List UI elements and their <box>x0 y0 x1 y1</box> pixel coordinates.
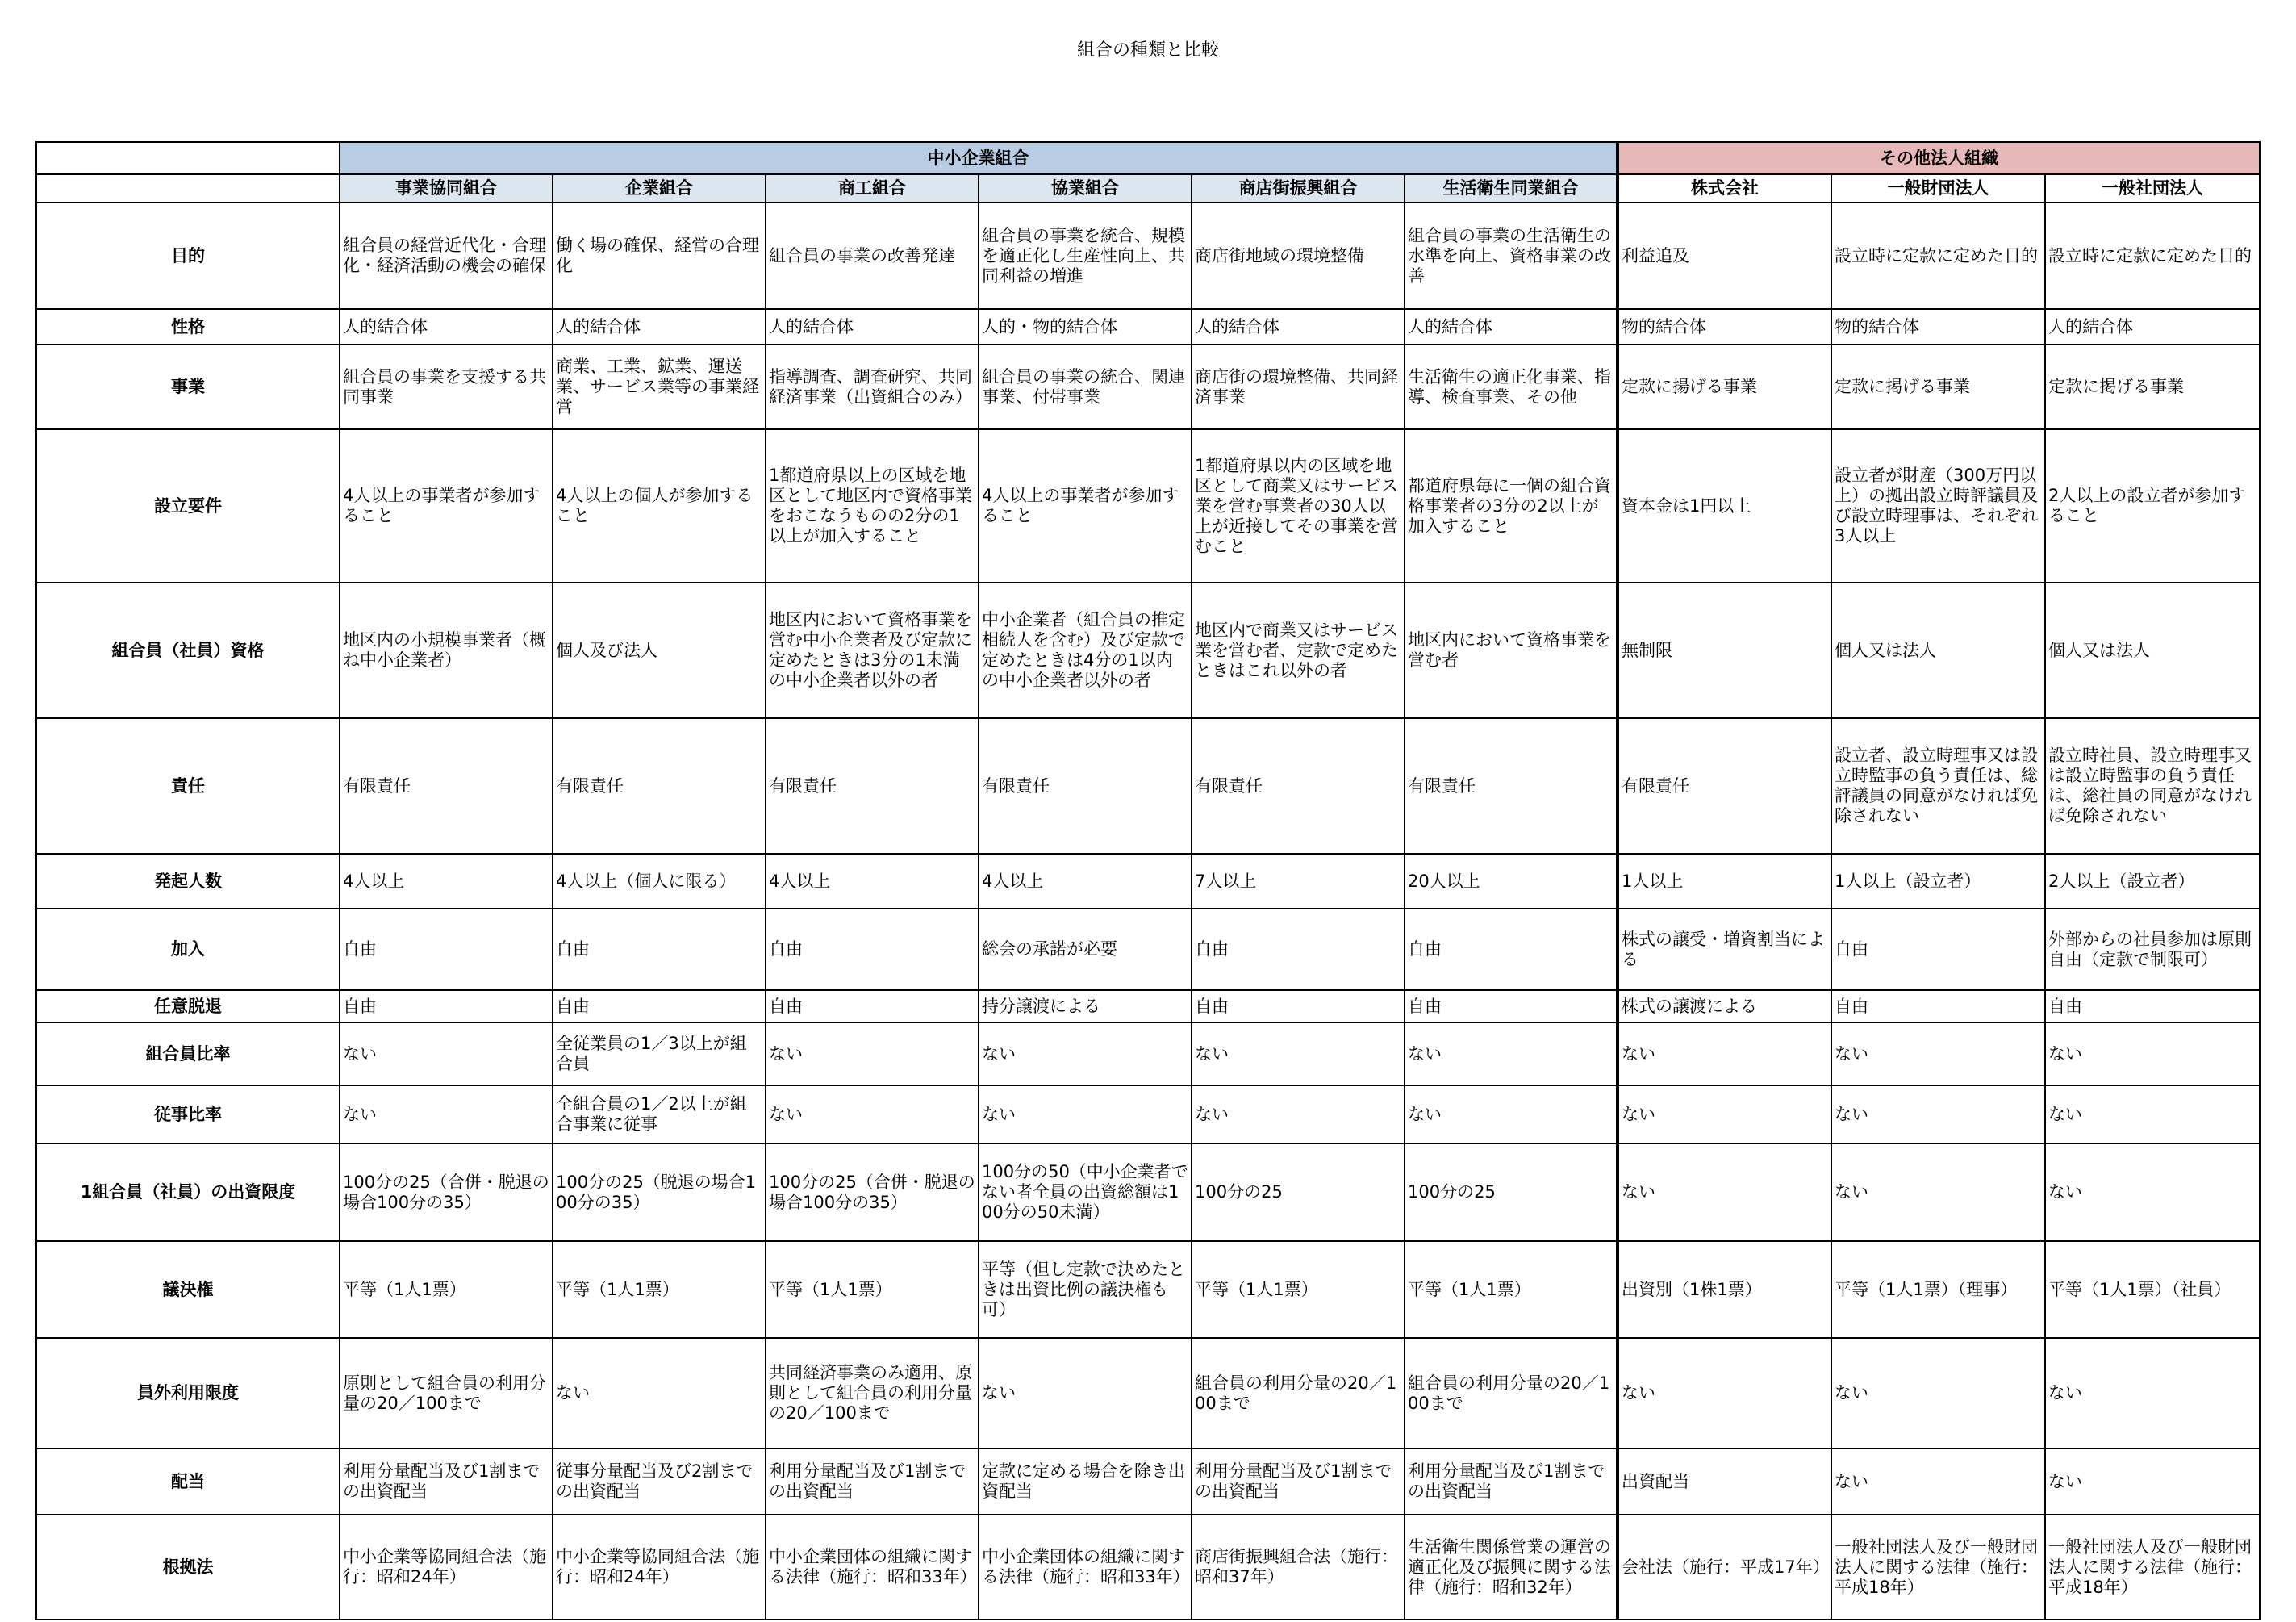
table-cell: ない <box>340 1022 553 1085</box>
table-cell: 都道府県毎に一個の組合資格事業者の3分の2以上が加入すること <box>1405 429 1618 583</box>
table-cell: 地区内において資格事業を営む中小企業者及び定款に定めたときは3分の1未満の中小企業者以外の者 <box>766 583 979 718</box>
table-cell: 持分譲渡による <box>979 990 1192 1022</box>
table-cell: 1都道府県以上の区域を地区として地区内で資格事業をおこなうものの2分の1以上が加入すること <box>766 429 979 583</box>
table-cell: 自由 <box>766 909 979 990</box>
table-cell: 自由 <box>553 909 766 990</box>
table-cell: 4人以上の個人が参加すること <box>553 429 766 583</box>
table-cell: ない <box>340 1085 553 1143</box>
table-cell: 一般社団法人及び一般財団法人に関する法律（施行：平成18年） <box>1831 1515 2045 1620</box>
table-row <box>36 1085 2260 1143</box>
row-label: 員外利用限度 <box>36 1338 340 1449</box>
table-cell: 地区内の小規模事業者（概ね中小企業者） <box>340 583 553 718</box>
table-cell: 会社法（施行：平成17年） <box>1618 1515 1831 1620</box>
table-cell: ない <box>2045 1022 2260 1085</box>
table-cell: ない <box>2045 1085 2260 1143</box>
table-cell: 有限責任 <box>1618 718 1831 854</box>
table-row <box>36 1449 2260 1515</box>
table-cell: 全従業員の1／3以上が組合員 <box>553 1022 766 1085</box>
table-cell: 出資別（1株1票） <box>1618 1241 1831 1338</box>
table-cell: 有限責任 <box>1192 718 1405 854</box>
table-cell: 自由 <box>766 990 979 1022</box>
row-label: 性格 <box>36 309 340 345</box>
table-cell: 設立時社員、設立時理事又は設立時監事の負う責任は、総社員の同意がなければ免除されない <box>2045 718 2260 854</box>
table-cell: 出資配当 <box>1618 1449 1831 1515</box>
table-cell: 自由 <box>2045 990 2260 1022</box>
table-cell: ない <box>1831 1085 2045 1143</box>
table-cell: 有限責任 <box>340 718 553 854</box>
table-cell: 組合員の事業の統合、関連事業、付帯事業 <box>979 345 1192 429</box>
table-cell: 平等（1人1票） <box>766 1241 979 1338</box>
table-cell: 設立時に定款に定めた目的 <box>2045 203 2260 309</box>
table-cell: ない <box>1831 1143 2045 1241</box>
table-cell: 設立者、設立時理事又は設立時監事の負う責任は、総評議員の同意がなければ免除されない <box>1831 718 2045 854</box>
table-cell: 自由 <box>340 909 553 990</box>
table-cell: 定款に掲げる事業 <box>1831 345 2045 429</box>
table-cell: 生活衛生関係営業の運営の適正化及び振興に関する法律（施行：昭和32年） <box>1405 1515 1618 1620</box>
row-label: 責任 <box>36 718 340 854</box>
table-cell: 地区内において資格事業を営む者 <box>1405 583 1618 718</box>
table-cell: 組合員の経営近代化・合理化・経済活動の機会の確保 <box>340 203 553 309</box>
table-row <box>36 990 2260 1022</box>
table-cell: 商業、工業、鉱業、運送業、サービス業等の事業経営 <box>553 345 766 429</box>
group-header-other: その他法人組織 <box>1618 142 2260 174</box>
table-cell: 物的結合体 <box>1618 309 1831 345</box>
table-cell: 個人又は法人 <box>1831 583 2045 718</box>
table-cell: 4人以上 <box>766 854 979 909</box>
table-cell: 平等（1人1票） <box>1405 1241 1618 1338</box>
table-cell: 自由 <box>1192 909 1405 990</box>
column-header: 商工組合 <box>766 174 979 203</box>
table-cell: 組合員の利用分量の20／100まで <box>1192 1338 1405 1449</box>
group-header-sme: 中小企業組合 <box>340 142 1618 174</box>
table-cell: 利用分量配当及び1割までの出資配当 <box>340 1449 553 1515</box>
table-row <box>36 1515 2260 1620</box>
table-cell: ない <box>1405 1085 1618 1143</box>
table-cell: 一般社団法人及び一般財団法人に関する法律（施行：平成18年） <box>2045 1515 2260 1620</box>
corner-cell <box>36 142 340 174</box>
table-cell: 中小企業団体の組織に関する法律（施行：昭和33年） <box>766 1515 979 1620</box>
row-label: 従事比率 <box>36 1085 340 1143</box>
row-label: 組合員（社員）資格 <box>36 583 340 718</box>
table-cell: 商店街の環境整備、共同経済事業 <box>1192 345 1405 429</box>
table-cell: 働く場の確保、経営の合理化 <box>553 203 766 309</box>
table-cell: 100分の25（合併・脱退の場合100分の35） <box>766 1143 979 1241</box>
table-cell: 人的・物的結合体 <box>979 309 1192 345</box>
table-cell: 生活衛生の適正化事業、指導、検査事業、その他 <box>1405 345 1618 429</box>
table-cell: 自由 <box>1831 990 2045 1022</box>
row-label: 根拠法 <box>36 1515 340 1620</box>
table-row <box>36 1022 2260 1085</box>
row-label: 1組合員（社員）の出資限度 <box>36 1143 340 1241</box>
table-cell: 4人以上の事業者が参加すること <box>979 429 1192 583</box>
row-label: 配当 <box>36 1449 340 1515</box>
table-cell: 共同経済事業のみ適用、原則として組合員の利用分量の20／100まで <box>766 1338 979 1449</box>
group-header-row <box>36 142 2260 174</box>
table-cell: ない <box>1192 1085 1405 1143</box>
column-header: 事業協同組合 <box>340 174 553 203</box>
table-cell: 有限責任 <box>766 718 979 854</box>
table-cell: 利用分量配当及び1割までの出資配当 <box>766 1449 979 1515</box>
column-header-row <box>36 174 2260 203</box>
table-cell: 100分の25 <box>1192 1143 1405 1241</box>
table-cell: ない <box>2045 1338 2260 1449</box>
comparison-table-wrapper <box>35 141 2261 1620</box>
table-cell: 組合員の事業の生活衛生の水準を向上、資格事業の改善 <box>1405 203 1618 309</box>
table-row <box>36 909 2260 990</box>
table-cell: 1人以上 <box>1618 854 1831 909</box>
comparison-table <box>35 141 2261 1620</box>
table-cell: 地区内で商業又はサービス業を営む者、定款で定めたときはこれ以外の者 <box>1192 583 1405 718</box>
column-header: 一般財団法人 <box>1831 174 2045 203</box>
table-cell: 全組合員の1／2以上が組合事業に従事 <box>553 1085 766 1143</box>
table-cell: 定款に掲げる事業 <box>2045 345 2260 429</box>
table-cell: 100分の25 <box>1405 1143 1618 1241</box>
table-cell: 株式の譲受・増資割当による <box>1618 909 1831 990</box>
table-cell: 指導調査、調査研究、共同経済事業（出資組合のみ） <box>766 345 979 429</box>
table-cell: 人的結合体 <box>1192 309 1405 345</box>
table-cell: 有限責任 <box>979 718 1192 854</box>
table-row <box>36 1338 2260 1449</box>
row-label: 組合員比率 <box>36 1022 340 1085</box>
row-label: 事業 <box>36 345 340 429</box>
table-cell: 自由 <box>1405 990 1618 1022</box>
table-cell: ない <box>979 1022 1192 1085</box>
table-cell: ない <box>1405 1022 1618 1085</box>
table-cell: 外部からの社員参加は原則自由（定款で制限可） <box>2045 909 2260 990</box>
table-cell: 平等（1人1票）（社員） <box>2045 1241 2260 1338</box>
table-cell: ない <box>1831 1338 2045 1449</box>
table-cell: 自由 <box>553 990 766 1022</box>
table-cell: 中小企業等協同組合法（施行：昭和24年） <box>553 1515 766 1620</box>
table-cell: 自由 <box>1405 909 1618 990</box>
table-cell: 人的結合体 <box>1405 309 1618 345</box>
table-cell: ない <box>766 1022 979 1085</box>
table-cell: 1都道府県以内の区域を地区として商業又はサービス業を営む事業者の30人以上が近接してその事業を営むこと <box>1192 429 1405 583</box>
table-cell: 株式の譲渡による <box>1618 990 1831 1022</box>
table-cell: 組合員の事業を支援する共同事業 <box>340 345 553 429</box>
table-cell: 自由 <box>1831 909 2045 990</box>
table-cell: ない <box>2045 1143 2260 1241</box>
table-cell: 100分の50（中小企業者でない者全員の出資総額は100分の50未満） <box>979 1143 1192 1241</box>
table-cell: 自由 <box>1192 990 1405 1022</box>
table-cell: 従事分量配当及び2割までの出資配当 <box>553 1449 766 1515</box>
table-cell: 組合員の事業の改善発達 <box>766 203 979 309</box>
table-cell: 定款に定める場合を除き出資配当 <box>979 1449 1192 1515</box>
table-cell: ない <box>1618 1022 1831 1085</box>
table-cell: ない <box>979 1338 1192 1449</box>
column-header: 一般社団法人 <box>2045 174 2260 203</box>
table-cell: 中小企業団体の組織に関する法律（施行：昭和33年） <box>979 1515 1192 1620</box>
column-header: 協業組合 <box>979 174 1192 203</box>
table-cell: ない <box>1831 1449 2045 1515</box>
column-header: 企業組合 <box>553 174 766 203</box>
table-cell: 100分の25（合併・脱退の場合100分の35） <box>340 1143 553 1241</box>
row-label: 設立要件 <box>36 429 340 583</box>
table-cell: 資本金は1円以上 <box>1618 429 1831 583</box>
table-cell: ない <box>553 1338 766 1449</box>
table-cell: 人的結合体 <box>766 309 979 345</box>
column-header: 商店街振興組合 <box>1192 174 1405 203</box>
table-cell: 人的結合体 <box>340 309 553 345</box>
table-row <box>36 1241 2260 1338</box>
row-label: 目的 <box>36 203 340 309</box>
table-cell: 個人及び法人 <box>553 583 766 718</box>
table-cell: 平等（1人1票）（理事） <box>1831 1241 2045 1338</box>
table-cell: ない <box>766 1085 979 1143</box>
table-row <box>36 203 2260 309</box>
corner-cell <box>36 174 340 203</box>
table-cell: 平等（1人1票） <box>1192 1241 1405 1338</box>
column-header: 株式会社 <box>1618 174 1831 203</box>
table-cell: 有限責任 <box>1405 718 1618 854</box>
table-cell: 平等（1人1票） <box>340 1241 553 1338</box>
table-cell: 物的結合体 <box>1831 309 2045 345</box>
row-label: 議決権 <box>36 1241 340 1338</box>
table-cell: 商店街地域の環境整備 <box>1192 203 1405 309</box>
table-cell: ない <box>2045 1449 2260 1515</box>
table-cell: ない <box>1618 1143 1831 1241</box>
table-cell: 人的結合体 <box>553 309 766 345</box>
table-cell: 1人以上（設立者） <box>1831 854 2045 909</box>
row-label: 加入 <box>36 909 340 990</box>
table-cell: 組合員の事業を統合、規模を適正化し生産性向上、共同利益の増進 <box>979 203 1192 309</box>
table-cell: 4人以上 <box>340 854 553 909</box>
table-cell: 商店街振興組合法（施行：昭和37年） <box>1192 1515 1405 1620</box>
column-header: 生活衛生同業組合 <box>1405 174 1618 203</box>
table-cell: 7人以上 <box>1192 854 1405 909</box>
table-cell: 組合員の利用分量の20／100まで <box>1405 1338 1618 1449</box>
table-row <box>36 1143 2260 1241</box>
table-cell: 利益追及 <box>1618 203 1831 309</box>
table-row <box>36 309 2260 345</box>
table-cell: 定款に揚げる事業 <box>1618 345 1831 429</box>
table-cell: 個人又は法人 <box>2045 583 2260 718</box>
table-cell: 20人以上 <box>1405 854 1618 909</box>
table-cell: 4人以上の事業者が参加すること <box>340 429 553 583</box>
table-cell: 原則として組合員の利用分量の20／100まで <box>340 1338 553 1449</box>
table-cell: ない <box>1192 1022 1405 1085</box>
row-label: 任意脱退 <box>36 990 340 1022</box>
table-cell: ない <box>1831 1022 2045 1085</box>
table-cell: 2人以上の設立者が参加すること <box>2045 429 2260 583</box>
table-cell: 利用分量配当及び1割までの出資配当 <box>1192 1449 1405 1515</box>
table-cell: 人的結合体 <box>2045 309 2260 345</box>
table-cell: 利用分量配当及び1割までの出資配当 <box>1405 1449 1618 1515</box>
table-cell: 平等（但し定款で決めたときは出資比例の議決権も可） <box>979 1241 1192 1338</box>
table-cell: 中小企業等協同組合法（施行：昭和24年） <box>340 1515 553 1620</box>
table-row <box>36 718 2260 854</box>
table-cell: ない <box>1618 1338 1831 1449</box>
table-row <box>36 345 2260 429</box>
table-cell: 4人以上（個人に限る） <box>553 854 766 909</box>
row-label: 発起人数 <box>36 854 340 909</box>
table-cell: 設立時に定款に定めた目的 <box>1831 203 2045 309</box>
page-title: 組合の種類と比較 <box>1076 40 1219 61</box>
table-cell: 2人以上（設立者） <box>2045 854 2260 909</box>
table-cell: 自由 <box>340 990 553 1022</box>
table-cell: 総会の承諾が必要 <box>979 909 1192 990</box>
table-cell: ない <box>1618 1085 1831 1143</box>
table-row <box>36 854 2260 909</box>
table-cell: ない <box>979 1085 1192 1143</box>
table-cell: 100分の25（脱退の場合100分の35） <box>553 1143 766 1241</box>
table-cell: 有限責任 <box>553 718 766 854</box>
table-row <box>36 583 2260 718</box>
table-cell: 設立者が財産（300万円以上）の拠出設立時評議員及び設立時理事は、それぞれ3人以上 <box>1831 429 2045 583</box>
table-cell: 4人以上 <box>979 854 1192 909</box>
table-row <box>36 429 2260 583</box>
table-cell: 無制限 <box>1618 583 1831 718</box>
table-cell: 平等（1人1票） <box>553 1241 766 1338</box>
table-cell: 中小企業者（組合員の推定相続人を含む）及び定款で定めたときは4分の1以内の中小企業者以外の者 <box>979 583 1192 718</box>
